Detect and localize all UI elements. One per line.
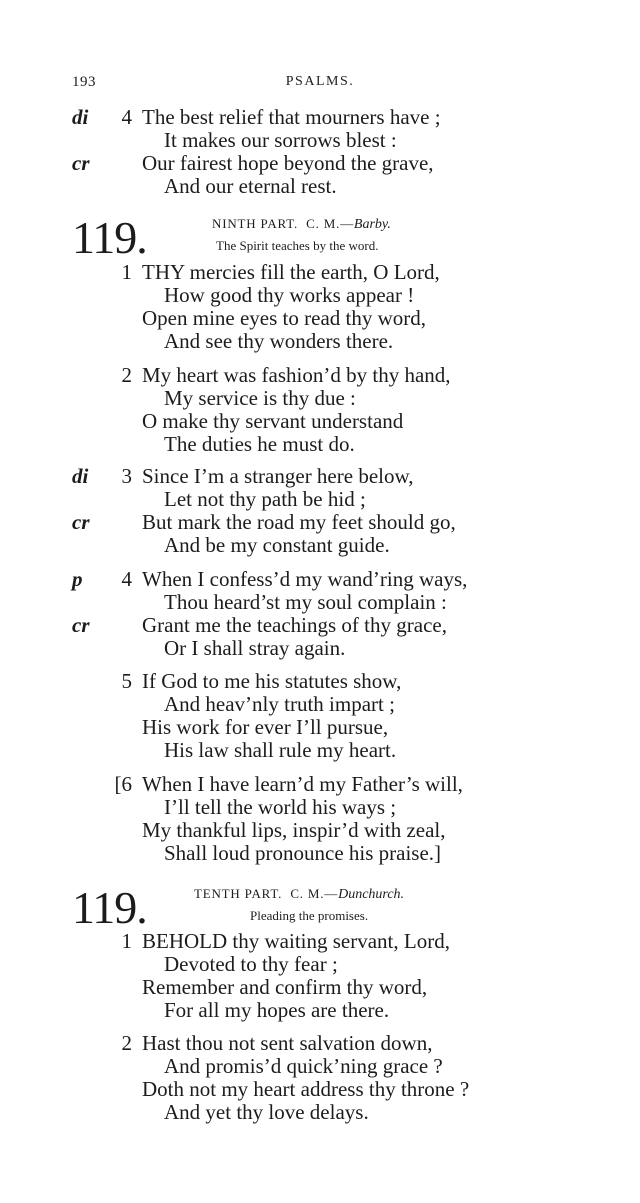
stanza-number: 5 bbox=[121, 669, 132, 693]
verse-line bbox=[0, 284, 640, 307]
verse-text: When I confess’d my wand’ring ways, bbox=[142, 567, 468, 591]
verse-line bbox=[0, 1032, 640, 1055]
verse-text: Or I shall stray again. bbox=[164, 636, 346, 660]
verse-text: Thou heard’st my soul complain : bbox=[164, 590, 447, 614]
verse-line bbox=[0, 976, 640, 999]
verse-text: His work for ever I’ll pursue, bbox=[142, 715, 389, 739]
running-header bbox=[0, 74, 640, 96]
verse-text: How good thy works appear ! bbox=[164, 283, 415, 307]
verse-text: And heav’nly truth impart ; bbox=[164, 692, 395, 716]
hymn-subtitle: The Spirit teaches by the word. bbox=[216, 238, 379, 253]
verse-text: Grant me the teachings of thy grace, bbox=[142, 613, 447, 637]
verse-text: Devoted to thy fear ; bbox=[164, 952, 338, 976]
stanza bbox=[0, 364, 640, 456]
stanza bbox=[0, 568, 640, 660]
verse-text: His law shall rule my heart. bbox=[164, 738, 397, 762]
verse-line bbox=[0, 364, 640, 387]
dynamic-mark: di bbox=[72, 464, 89, 488]
stanza-number: 2 bbox=[121, 363, 132, 387]
hymn-part: NINTH PART. bbox=[212, 216, 299, 231]
verse-text: Open mine eyes to read thy word, bbox=[142, 306, 427, 330]
verse-line bbox=[0, 693, 640, 716]
hymn-number: 119. bbox=[72, 882, 147, 933]
stanza bbox=[0, 1032, 640, 1124]
dynamic-mark: di bbox=[72, 105, 89, 129]
stanza bbox=[0, 465, 640, 557]
verse-line bbox=[0, 568, 640, 591]
hymn-number: 119. bbox=[72, 212, 147, 263]
verse-line bbox=[0, 330, 640, 353]
verse-text: BEHOLD thy waiting servant, Lord, bbox=[142, 929, 450, 953]
verse-line bbox=[0, 1101, 640, 1124]
stanza-number: 2 bbox=[121, 1031, 132, 1055]
verse-text: My service is thy due : bbox=[164, 386, 356, 410]
verse-text: Hast thou not sent salvation down, bbox=[142, 1031, 433, 1055]
verse-line bbox=[0, 387, 640, 410]
verse-text: The best relief that mourners have ; bbox=[142, 105, 441, 129]
verse-line bbox=[0, 953, 640, 976]
verse-line bbox=[0, 511, 640, 534]
tune-name: Barby. bbox=[353, 217, 391, 232]
hymn-subtitle: Pleading the promises. bbox=[250, 908, 369, 923]
tune-name: Dunchurch. bbox=[338, 887, 405, 902]
stanza bbox=[0, 670, 640, 762]
verse-line bbox=[0, 152, 640, 175]
verse-line bbox=[0, 614, 640, 637]
stanza-number: 1 bbox=[121, 929, 132, 953]
hymn-meter: C. M.— bbox=[290, 886, 339, 901]
dynamic-mark: cr bbox=[72, 613, 90, 637]
verse-line bbox=[0, 488, 640, 511]
verse-text: And promis’d quick’ning grace ? bbox=[164, 1054, 443, 1078]
verse-text: For all my hopes are there. bbox=[164, 998, 390, 1022]
verse-line bbox=[0, 591, 640, 614]
verse-text: And yet thy love delays. bbox=[164, 1100, 369, 1124]
verse-line bbox=[0, 739, 640, 762]
stanza-number: 1 bbox=[121, 260, 132, 284]
verse-text: And be my constant guide. bbox=[164, 533, 390, 557]
verse-line bbox=[0, 410, 640, 433]
stanza-number: 4 bbox=[121, 105, 132, 129]
verse-line bbox=[0, 465, 640, 488]
stanza bbox=[0, 261, 640, 353]
verse-line bbox=[0, 106, 640, 129]
verse-line bbox=[0, 773, 640, 796]
stanza-number: 3 bbox=[121, 464, 132, 488]
verse-text: And our eternal rest. bbox=[164, 174, 337, 198]
verse-text: The duties he must do. bbox=[164, 432, 355, 456]
stanza-number: 4 bbox=[121, 567, 132, 591]
verse-text: My thankful lips, inspir’d with zeal, bbox=[142, 818, 446, 842]
verse-text: Doth not my heart address thy throne ? bbox=[142, 1077, 470, 1101]
verse-text: I’ll tell the world his ways ; bbox=[164, 795, 397, 819]
hymn-part: TENTH PART. bbox=[194, 886, 283, 901]
verse-text: Since I’m a stranger here below, bbox=[142, 464, 414, 488]
verse-line bbox=[0, 534, 640, 557]
verse-text: Shall loud pronounce his praise.] bbox=[164, 841, 442, 865]
hymn-meter: C. M.— bbox=[306, 216, 354, 231]
verse-line bbox=[0, 307, 640, 330]
verse-text: It makes our sorrows blest : bbox=[164, 128, 397, 152]
stanza bbox=[0, 773, 640, 865]
stanza-number: [6 bbox=[114, 772, 132, 796]
dynamic-mark: cr bbox=[72, 151, 90, 175]
verse-line bbox=[0, 175, 640, 198]
verse-line bbox=[0, 670, 640, 693]
verse-line bbox=[0, 1078, 640, 1101]
dynamic-mark: cr bbox=[72, 510, 90, 534]
running-title: PSALMS. bbox=[285, 74, 355, 89]
verse-line bbox=[0, 930, 640, 953]
verse-line bbox=[0, 261, 640, 284]
verse-text: If God to me his statutes show, bbox=[142, 669, 402, 693]
verse-line bbox=[0, 1055, 640, 1078]
verse-line bbox=[0, 999, 640, 1022]
verse-line bbox=[0, 796, 640, 819]
verse-line bbox=[0, 819, 640, 842]
verse-line bbox=[0, 842, 640, 865]
verse-line bbox=[0, 433, 640, 456]
verse-text: My heart was fashion’d by thy hand, bbox=[142, 363, 451, 387]
hymn-part-line bbox=[194, 886, 404, 903]
hymn-part-line bbox=[212, 216, 391, 233]
verse-text: Our fairest hope beyond the grave, bbox=[142, 151, 434, 175]
verse-text: Remember and confirm thy word, bbox=[142, 975, 428, 999]
verse-line bbox=[0, 716, 640, 739]
verse-text: And see thy wonders there. bbox=[164, 329, 394, 353]
stanza bbox=[0, 930, 640, 1022]
verse-text: O make thy servant understand bbox=[142, 409, 404, 433]
verse-text: Let not thy path be hid ; bbox=[164, 487, 366, 511]
stanza bbox=[0, 106, 640, 198]
page-number: 193 bbox=[72, 74, 96, 90]
verse-line bbox=[0, 637, 640, 660]
verse-line bbox=[0, 129, 640, 152]
verse-text: But mark the road my feet should go, bbox=[142, 510, 456, 534]
verse-text: When I have learn’d my Father’s will, bbox=[142, 772, 463, 796]
verse-text: THY mercies fill the earth, O Lord, bbox=[142, 260, 440, 284]
dynamic-mark: p bbox=[72, 567, 83, 591]
